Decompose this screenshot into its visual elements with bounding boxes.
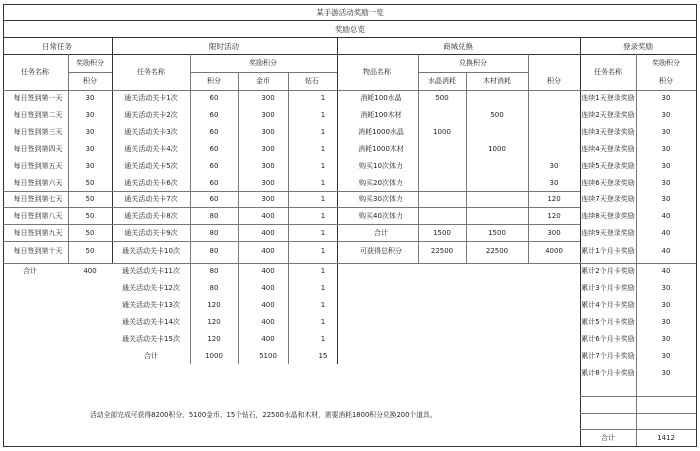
login-row-name: 连续7天登录奖励 [581,195,635,203]
header-event-coins: 金币 [256,77,270,85]
header-daily-reward: 奖励积分 [76,59,104,67]
login-row-name: 连续6天登录奖励 [581,179,635,187]
header-login-points: 积分 [659,77,673,85]
daily-row-points: 30 [85,145,95,153]
header-event-points: 积分 [207,77,221,85]
header-shop-water: 水晶消耗 [428,77,456,85]
login-row-name: 连续4天登录奖励 [581,145,635,153]
daily-row-name: 每日签到第四天 [13,145,63,153]
daily-row-name: 每日签到第八天 [13,212,63,220]
event-row-name: 通关活动关卡4次 [124,145,178,153]
event-row-points: 120 [207,335,221,343]
login-row-points: 30 [661,352,671,360]
event-row-gems: 1 [320,318,326,326]
daily-row-points: 50 [85,247,95,255]
login-row-points: 30 [661,335,671,343]
event-total-coins: 5100 [259,352,277,360]
event-row-points: 120 [207,301,221,309]
event-row-coins: 300 [261,162,275,170]
login-row-points: 30 [661,284,671,292]
event-row-coins: 300 [261,94,275,102]
login-row-name: 累计5个月卡奖励 [581,318,635,326]
event-row-gems: 1 [320,267,326,275]
event-row-gems: 1 [320,335,326,343]
shop-grand-wood: 22500 [485,247,509,255]
event-row-coins: 300 [261,111,275,119]
daily-row-name: 每日签到第五天 [13,162,63,170]
event-row-gems: 1 [320,195,326,203]
shop-row-name: 消耗100水晶 [360,94,402,102]
header-shop-item: 物品名称 [363,68,391,76]
daily-row-points: 30 [85,111,95,119]
event-row-points: 60 [209,94,219,102]
event-row-name: 通关活动关卡5次 [124,162,178,170]
header-shop-wood: 木材消耗 [483,77,511,85]
event-row-gems: 1 [320,212,326,220]
event-row-coins: 300 [261,179,275,187]
daily-row-name: 每日签到第一天 [13,94,63,102]
daily-row-name: 每日签到第二天 [13,111,63,119]
event-row-coins: 400 [261,318,275,326]
event-row-points: 60 [209,162,219,170]
daily-row-name: 每日签到第十天 [13,247,63,255]
shop-total-points: 300 [547,229,561,237]
event-row-name: 通关活动关卡1次 [124,94,178,102]
event-row-points: 60 [209,195,219,203]
event-row-name: 通关活动关卡11次 [122,267,180,275]
login-total-label: 合计 [601,434,615,442]
login-row-name: 连续3天登录奖励 [581,128,635,136]
header-event-gems: 钻石 [305,77,319,85]
login-row-name: 累计4个月卡奖励 [581,301,635,309]
event-row-gems: 1 [320,128,326,136]
event-row-coins: 300 [261,195,275,203]
daily-row-points: 30 [85,94,95,102]
shop-row-name: 消耗1000水晶 [358,128,404,136]
login-row-points: 30 [661,128,671,136]
shop-row-points: 120 [547,195,561,203]
shop-row-wood: 500 [490,111,504,119]
login-row-points: 30 [661,145,671,153]
login-row-points: 40 [661,247,671,255]
daily-total-label: 合计 [23,267,37,275]
daily-total-points: 400 [83,267,97,275]
login-row-name: 连续8天登录奖励 [581,212,635,220]
login-row-points: 30 [661,111,671,119]
event-row-name: 通关活动关卡2次 [124,111,178,119]
page-title: 某手游活动奖励一览 [316,8,384,17]
daily-row-name: 每日签到第三天 [13,128,63,136]
daily-row-name: 每日签到第九天 [13,229,63,237]
footnote: 活动全部完成可获得8200积分、5100金币、15个钻石，22500水晶和木材，需要消耗1800积分兑换200个道具。 [90,411,437,419]
event-row-points: 60 [209,128,219,136]
event-row-points: 80 [209,267,219,275]
event-row-gems: 1 [320,94,326,102]
event-row-gems: 1 [320,247,326,255]
header-shop-points: 积分 [547,77,561,85]
event-row-name: 通关活动关卡9次 [124,229,178,237]
event-row-points: 60 [209,145,219,153]
event-row-name: 通关活动关卡10次 [122,247,180,255]
event-row-points: 120 [207,318,221,326]
event-row-points: 80 [209,247,219,255]
event-row-gems: 1 [320,162,326,170]
shop-row-water: 1000 [433,128,451,136]
section-shop: 商城兑换 [443,42,473,51]
event-row-gems: 1 [320,301,326,309]
header-shop-exchange: 兑换积分 [459,59,487,67]
login-row-name: 累计2个月卡奖励 [581,267,635,275]
event-row-name: 通关活动关卡12次 [122,284,180,292]
shop-row-name: 购买10次体力 [359,162,403,170]
login-row-name: 连续5天登录奖励 [581,162,635,170]
event-row-gems: 1 [320,111,326,119]
event-row-points: 80 [209,284,219,292]
header-event-task: 任务名称 [137,68,165,76]
login-row-name: 累计7个月卡奖励 [581,352,635,360]
shop-row-name: 购买30次体力 [359,195,403,203]
header-login-task: 任务名称 [594,68,622,76]
event-row-gems: 1 [320,179,326,187]
shop-row-points: 120 [547,212,561,220]
event-row-gems: 1 [320,229,326,237]
login-row-points: 30 [661,318,671,326]
daily-row-points: 30 [85,128,95,136]
event-row-points: 60 [209,111,219,119]
event-total-gems: 15 [318,352,328,360]
shop-total-label: 合计 [374,229,388,237]
section-daily: 日常任务 [42,42,72,51]
login-row-name: 累计3个月卡奖励 [581,284,635,292]
event-row-name: 通关活动关卡14次 [122,318,180,326]
login-row-name: 连续1天登录奖励 [581,94,635,102]
section-event: 限时活动 [209,42,239,51]
event-row-coins: 400 [261,212,275,220]
daily-row-points: 50 [85,229,95,237]
event-total-label: 合计 [144,352,158,360]
event-row-name: 通关活动关卡7次 [124,195,178,203]
shop-grand-points: 4000 [545,247,563,255]
shop-row-name: 购买40次体力 [359,212,403,220]
login-row-points: 30 [661,301,671,309]
header-daily-task: 任务名称 [21,68,49,76]
header-daily-points: 积分 [83,77,97,85]
event-row-coins: 400 [261,247,275,255]
event-row-name: 通关活动关卡3次 [124,128,178,136]
shop-row-wood: 1000 [488,145,506,153]
login-row-points: 30 [661,162,671,170]
login-row-points: 30 [661,369,671,377]
login-row-name: 连续2天登录奖励 [581,111,635,119]
login-row-name: 连续9天登录奖励 [581,229,635,237]
shop-grand-label: 可获得总积分 [360,247,402,255]
daily-row-points: 50 [85,179,95,187]
event-total-points: 1000 [205,352,223,360]
page-subtitle: 奖励总览 [335,25,365,34]
event-row-coins: 400 [261,229,275,237]
event-row-coins: 300 [261,145,275,153]
shop-row-points: 30 [549,179,559,187]
event-row-coins: 400 [261,284,275,292]
daily-row-points: 50 [85,212,95,220]
login-row-points: 30 [661,195,671,203]
login-total-points: 1412 [657,434,675,442]
section-login: 登录奖励 [623,42,653,51]
event-row-gems: 1 [320,284,326,292]
login-row-points: 40 [661,229,671,237]
login-row-points: 40 [661,212,671,220]
event-row-coins: 400 [261,267,275,275]
shop-grand-water: 22500 [430,247,454,255]
shop-row-points: 30 [549,162,559,170]
event-row-points: 60 [209,179,219,187]
login-row-points: 30 [661,94,671,102]
event-row-points: 80 [209,229,219,237]
shop-row-water: 500 [435,94,449,102]
event-row-coins: 400 [261,335,275,343]
shop-row-name: 购买20次体力 [359,179,403,187]
daily-row-name: 每日签到第六天 [13,179,63,187]
shop-row-name: 消耗100木材 [360,111,402,119]
event-row-coins: 400 [261,301,275,309]
login-row-points: 30 [661,179,671,187]
login-row-name: 累计8个月卡奖励 [581,369,635,377]
shop-row-name: 消耗1000木材 [358,145,404,153]
header-login-reward: 奖励积分 [652,59,680,67]
daily-row-points: 30 [85,162,95,170]
login-row-name: 累计6个月卡奖励 [581,335,635,343]
login-row-name: 累计1个月卡奖励 [581,247,635,255]
event-row-coins: 300 [261,128,275,136]
shop-total-water: 1500 [433,229,451,237]
shop-total-wood: 1500 [488,229,506,237]
event-row-name: 通关活动关卡6次 [124,179,178,187]
header-event-reward: 奖励积分 [249,59,277,67]
login-row-points: 40 [661,267,671,275]
event-row-name: 通关活动关卡8次 [124,212,178,220]
daily-row-points: 50 [85,195,95,203]
daily-row-name: 每日签到第七天 [13,195,63,203]
event-row-name: 通关活动关卡15次 [122,335,180,343]
event-row-gems: 1 [320,145,326,153]
event-row-name: 通关活动关卡13次 [122,301,180,309]
event-row-points: 80 [209,212,219,220]
